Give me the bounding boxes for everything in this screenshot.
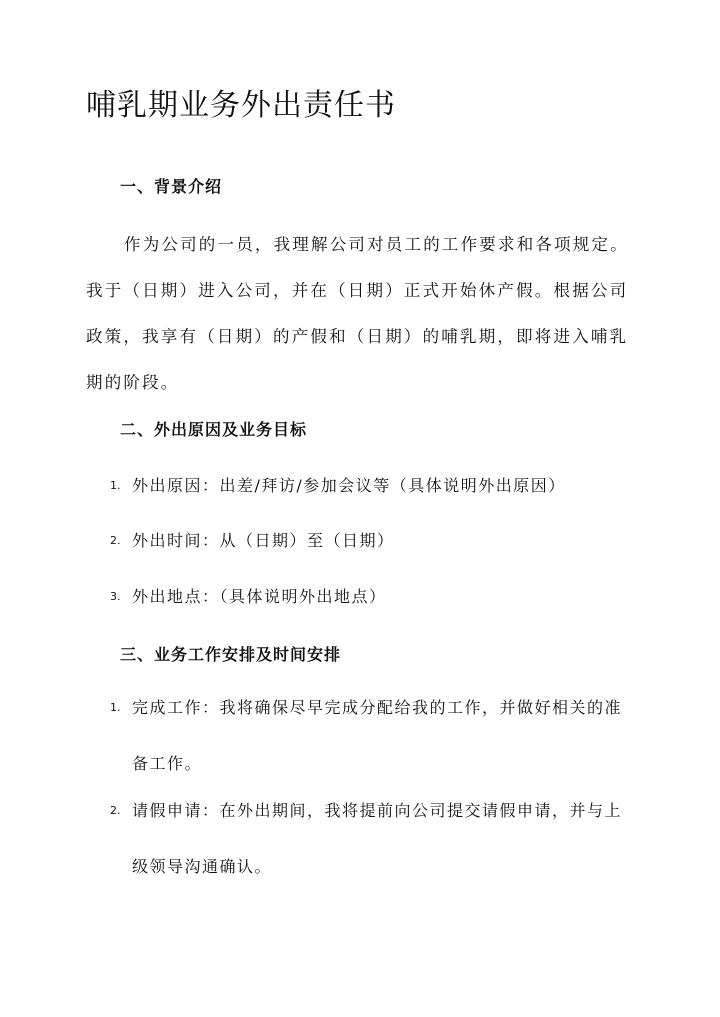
section-heading-outing-reason: 二、外出原因及业务目标	[120, 420, 308, 439]
list-item-text: 请假申请：在外出期间，我将提前向公司提交请假申请，并与上级领导沟通确认。	[132, 801, 623, 876]
list-item-number: 2.	[110, 804, 121, 817]
section-heading-work-arrangement: 三、业务工作安排及时间安排	[120, 645, 342, 664]
list-item-text: 完成工作：我将确保尽早完成分配给我的工作，并做好相关的准备工作。	[132, 698, 623, 773]
list-item	[110, 513, 630, 569]
list-item	[110, 783, 630, 895]
list-item-text: 外出时间：从（日期）至（日期）	[132, 531, 395, 550]
list-item-number: 2.	[110, 534, 121, 547]
list-item-text: 外出地点：（具体说明外出地点）	[132, 587, 387, 606]
list-item-number: 3.	[110, 590, 121, 603]
list-item	[110, 458, 630, 514]
list-item-number: 1.	[110, 479, 121, 492]
list-item-text: 外出原因：出差/拜访/参加会议等（具体说明外出原因）	[132, 476, 566, 495]
section-heading-background: 一、背景介绍	[120, 177, 223, 196]
list-item	[110, 680, 630, 792]
list-item-number: 1.	[110, 701, 121, 714]
document-title: 哺乳期业务外出责任书	[86, 88, 396, 123]
list-item	[110, 569, 630, 625]
background-paragraph: 作为公司的一员，我理解公司对员工的工作要求和各项规定。我于（日期）进入公司，并在（日期）正式开始休产假。根据公司政策，我享有（日期）的产假和（日期）的哺乳期，即将进入哺乳期的阶段。	[86, 235, 629, 392]
